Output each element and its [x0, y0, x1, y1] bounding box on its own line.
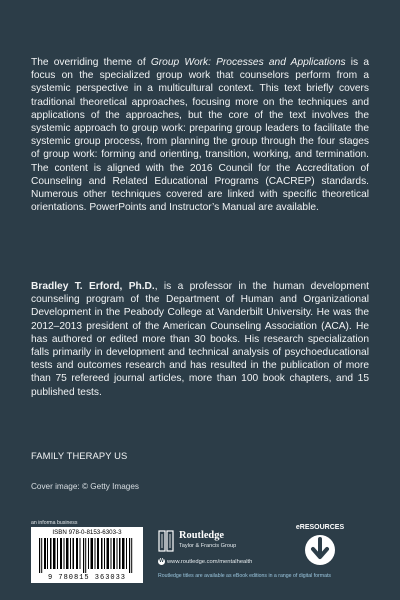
book-title: Group Work: Processes and Applications: [150, 57, 346, 68]
publisher-url: [158, 558, 252, 565]
book-description: [31, 56, 369, 214]
description-intro: The overriding theme of: [31, 57, 151, 68]
eresources-label: eRESOURCES: [295, 524, 345, 531]
barcode-icon: [39, 538, 135, 573]
author-name: Bradley T. Erford, Ph.D.: [31, 281, 155, 292]
subject-category: FAMILY THERAPY US: [31, 450, 128, 461]
isbn-barcode: [31, 527, 143, 583]
publisher-url-text: www.routledge.com/mentalhealth: [167, 559, 253, 566]
publisher-block: [158, 530, 308, 570]
cover-image-credit: Cover image: © Getty Images: [31, 482, 139, 491]
description-body: is a focus on the specialized group work that counselors perform from a systemic perspective in a multicultural context. This text briefly covers traditional theoretical approaches, focusing more on the techniques and applications of the approaches, but the core of the text involves the systemic approach to group work: preparing group leaders to facilitate the systemic group process, from planning the group through the four stages of group work: forming and orienting, transition, working, and termination. The content is aligned with the 2016 Council for the Accreditation of Counseling and Related Educational Programs (CACREP) standards. Numerous other techniques covered are linked with specific theoretical orientations. PowerPoints and Instructor’s Manual are available.: [31, 57, 369, 214]
publisher-name: Routledge: [179, 530, 225, 541]
eresources-badge-icon: [295, 520, 345, 570]
ebook-availability-note: Routledge titles are available as eBook editions in a range of digital formats: [158, 573, 332, 579]
barcode-digits: 9 780815 363033: [47, 574, 126, 582]
author-bio-text: , is a professor in the human development counseling program of the Department of Human and Organizational Development in the Peabody College at Vanderbilt University. He was the 2012–2013 president of the American Counseling Association (ACA). He has authored or edited more than 30 books. His research specialization falls primarily in development and technical analysis of psychoeducational tests and outcomes research and has resulted in the publication of more than 75 refereed journal articles, more than 100 book chapters, and 15 published tests.: [31, 281, 369, 398]
isbn-label: ISBN 978-0-8153-6303-3: [52, 529, 122, 536]
web-icon: W: [159, 558, 164, 564]
author-bio: [31, 280, 369, 399]
routledge-logo-icon: [158, 530, 175, 552]
publisher-group: Taylor & Francis Group: [179, 543, 237, 549]
informa-tagline: an informa business: [31, 520, 78, 526]
